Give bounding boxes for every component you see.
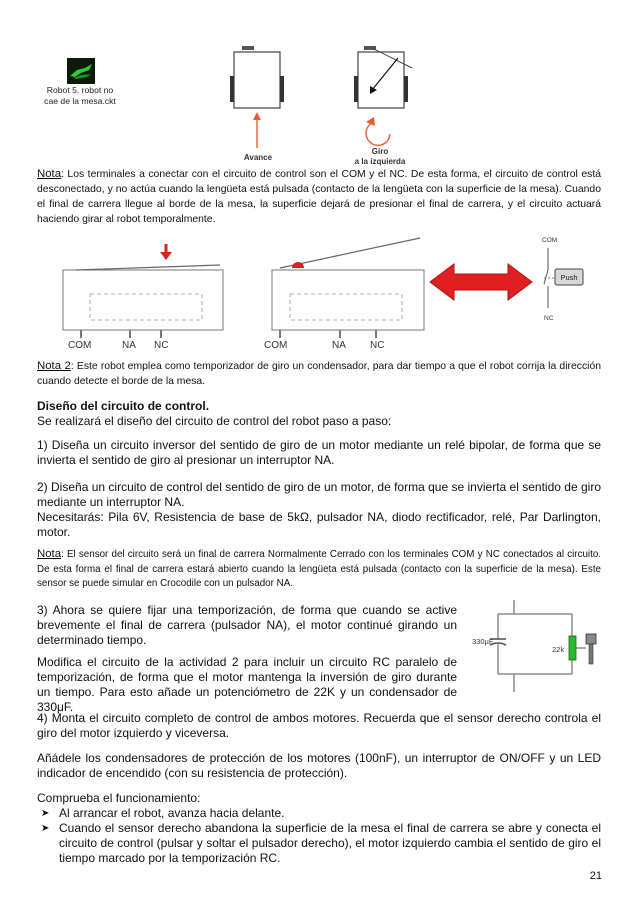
switch2-nc: NC [370, 340, 385, 350]
design-section [37, 399, 601, 429]
push-button-symbol [542, 237, 583, 322]
crocodile-icon [67, 58, 95, 84]
list-item: ➤ Cuando el sensor derecho abandona la superficie de la mesa el final de carrera se abre y conecta el circuito de control (pulsar y soltar el pulsador derecho), el motor izquierdo cambia el sentido de giro el tiempo marcado por la temporización RC. [41, 821, 601, 865]
note1-text: : Los terminales a conectar con el circuito de control son el COM y el NC. De esta forma, el circuito de control está desconectado, y no actúa cuando la lengüeta está pulsada (contacto de la lengüeta con la superficie de la mesa). Cuando el final de carrera llegue al borde de la mesa, la superficie dejará de presionar el final de carrera, y el circuito actuará haciendo girar al robot temporalmente. [37, 169, 601, 225]
robot-forward-figure [230, 46, 284, 148]
design-intro: Se realizará el diseño del circuito de control del robot paso a paso: [37, 414, 392, 428]
push-com-label: COM [542, 237, 558, 244]
ckt-file-icon[interactable] [35, 56, 125, 118]
step3-paragraph-2: Modifica el circuito de la actividad 2 para incluir un circuito RC paralelo de temporización, de forma que el motor mantenga la inversión de giro durante un tiempo. Para esto añade un potenciómetro de 22K y un condensador de 330μF. [37, 655, 457, 714]
check-section [37, 791, 601, 866]
page-number: 21 [589, 870, 602, 882]
switch1-com: COM [68, 340, 92, 350]
switch1-nc: NC [154, 340, 169, 350]
note2-text: : Este robot emplea como temporizador de giro un condensador, para dar tiempo a que el robot corrija la dirección cuando detecte el borde de la mesa. [37, 361, 602, 387]
note3-label: Nota [37, 548, 62, 560]
check-heading: Comprueba el funcionamiento: [37, 791, 201, 805]
limit-switch-released [264, 238, 424, 350]
arrow-bullet-icon: ➤ [41, 823, 50, 834]
step3-paragraph-1: 3) Ahora se quiere fijar una temporización, de forma que cuando se active brevemente el final de carrera (pulsador NA), el motor continué girando un determinado tiempo. [37, 603, 457, 647]
design-heading: Diseño del circuito de control. [37, 399, 210, 413]
push-label: Push [560, 273, 578, 282]
push-nc-label: NC [544, 315, 554, 322]
check-list [37, 806, 601, 866]
note2-paragraph [37, 359, 601, 389]
robot-turn-figure [354, 46, 412, 145]
rc-pot-label: 22k [552, 645, 565, 654]
switch2-com: COM [264, 340, 288, 350]
limit-switch-diagrams [40, 234, 600, 350]
turn-label-2: a la izquierda [354, 157, 406, 166]
turn-label-1: Giro [371, 147, 389, 156]
step4-paragraph-1: 4) Monta el circuito completo de control de ambos motores. Recuerda que el sensor derecho controla el giro del motor izquierdo y viceversa. [37, 711, 601, 740]
forward-label: Avance [243, 153, 273, 162]
arrow-bullet-icon: ➤ [41, 808, 50, 819]
switch1-na: NA [122, 340, 136, 350]
ckt-caption-1: Robot 5. robot no [46, 85, 114, 95]
robot-diagrams [212, 38, 422, 168]
step2-needs: Necesitarás: Pila 6V, Resistencia de base de 5kΩ, pulsador NA, diodo rectificador, relé, Par Darlington, motor. [37, 510, 601, 539]
note2-label: Nota 2 [37, 360, 71, 372]
note3-text: : El sensor del circuito será un final de carrera Normalmente Cerrado con los terminales COM y NC conectados al circuito. De esta forma el final de carrera estará abierto cuando la lengüeta está pulsada (contacto con la superficie de la mesa). Este sensor se puede simular en Crocodile con un pulsador NA. [37, 549, 601, 590]
note1-label: Nota [37, 168, 62, 180]
double-arrow-icon [430, 264, 532, 300]
pot-knob-icon [586, 634, 596, 644]
note1-paragraph [37, 167, 601, 227]
rc-circuit-diagram [470, 596, 610, 696]
list-item: ➤ Al arrancar el robot, avanza hacia delante. [41, 806, 285, 820]
switch2-na: NA [332, 340, 346, 350]
potentiometer-body [569, 636, 576, 660]
rc-cap-label: 330μF [472, 637, 494, 646]
note3-paragraph [37, 547, 601, 592]
step2-text: 2) Diseña un circuito de control del sentido de giro de un motor, de forma que se invierta el sentido de giro mediante un interruptor NA. [37, 480, 601, 509]
step4-paragraph-2: Añádele los condensadores de protección de los motores (100nF), un interruptor de ON/OFF y un LED indicador de encendido (con su resistencia de protección). [37, 751, 601, 780]
step2-paragraph [37, 480, 601, 540]
step1-paragraph: 1) Diseña un circuito inversor del sentido de giro de un motor mediante un relé bipolar, de forma que se invierta el sentido de giro al presionar un interruptor NA. [37, 438, 601, 467]
limit-switch-pressed [63, 244, 223, 350]
ckt-caption-2: cae de la mesa.ckt [44, 96, 116, 106]
